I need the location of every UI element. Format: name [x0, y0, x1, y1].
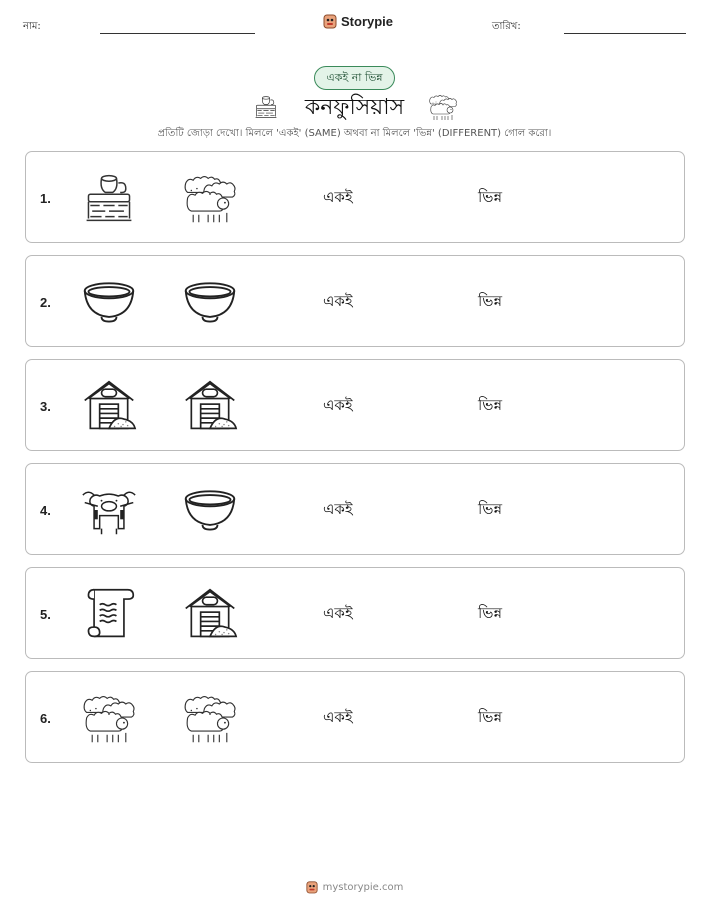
storypie-mascot-icon — [306, 880, 318, 894]
worksheet-badge: একই না ভিন্ন — [314, 66, 395, 90]
footer-site: mystorypie.com — [322, 881, 404, 893]
well-icon — [78, 170, 140, 226]
option-different[interactable]: ভিন্ন — [478, 187, 503, 206]
option-different[interactable]: ভিন্ন — [478, 707, 503, 726]
name-label: নাম: — [23, 21, 41, 32]
question-row — [25, 671, 685, 763]
footer — [0, 880, 709, 894]
option-different[interactable]: ভিন্ন — [478, 499, 503, 518]
ox-icon — [78, 482, 140, 538]
bowl-icon — [78, 274, 140, 330]
sheep-flock-icon — [179, 170, 241, 226]
question-row — [25, 151, 685, 243]
question-number: 1. — [40, 190, 51, 206]
option-same[interactable]: একই — [323, 499, 353, 518]
question-row — [25, 567, 685, 659]
question-row — [25, 255, 685, 347]
name-field[interactable] — [100, 33, 255, 34]
option-different[interactable]: ভিন্ন — [478, 291, 503, 310]
question-number: 6. — [40, 710, 51, 726]
option-same[interactable]: একই — [323, 291, 353, 310]
granary-icon — [78, 378, 140, 434]
option-same[interactable]: একই — [323, 707, 353, 726]
option-different[interactable]: ভিন্ন — [478, 603, 503, 622]
sheep-flock-icon — [78, 690, 140, 746]
question-row — [25, 463, 685, 555]
option-same[interactable]: একই — [323, 603, 353, 622]
granary-icon — [179, 586, 241, 642]
bowl-icon — [179, 482, 241, 538]
title-sheep-flock-icon — [426, 92, 460, 126]
question-number: 3. — [40, 398, 51, 414]
bowl-icon — [179, 274, 241, 330]
scroll-icon — [78, 586, 140, 642]
question-number: 4. — [40, 502, 51, 518]
question-number: 2. — [40, 294, 51, 310]
date-label: তারিখ: — [492, 21, 521, 32]
option-same[interactable]: একই — [323, 395, 353, 414]
brand-logo — [323, 13, 393, 29]
question-number: 5. — [40, 606, 51, 622]
sheep-flock-icon — [179, 690, 241, 746]
date-field[interactable] — [564, 33, 686, 34]
option-different[interactable]: ভিন্ন — [478, 395, 503, 414]
instructions: প্রতিটি জোড়া দেখো। মিললে 'একই' (SAME) অথবা না মিললে 'ভিন্ন' (DIFFERENT) গোল করো। — [157, 128, 552, 139]
question-row — [25, 359, 685, 451]
storypie-mascot-icon — [323, 13, 337, 29]
worksheet-title: কনফুসিয়াস — [304, 95, 405, 120]
granary-icon — [179, 378, 241, 434]
brand-name: Storypie — [341, 13, 394, 29]
option-same[interactable]: একই — [323, 187, 353, 206]
